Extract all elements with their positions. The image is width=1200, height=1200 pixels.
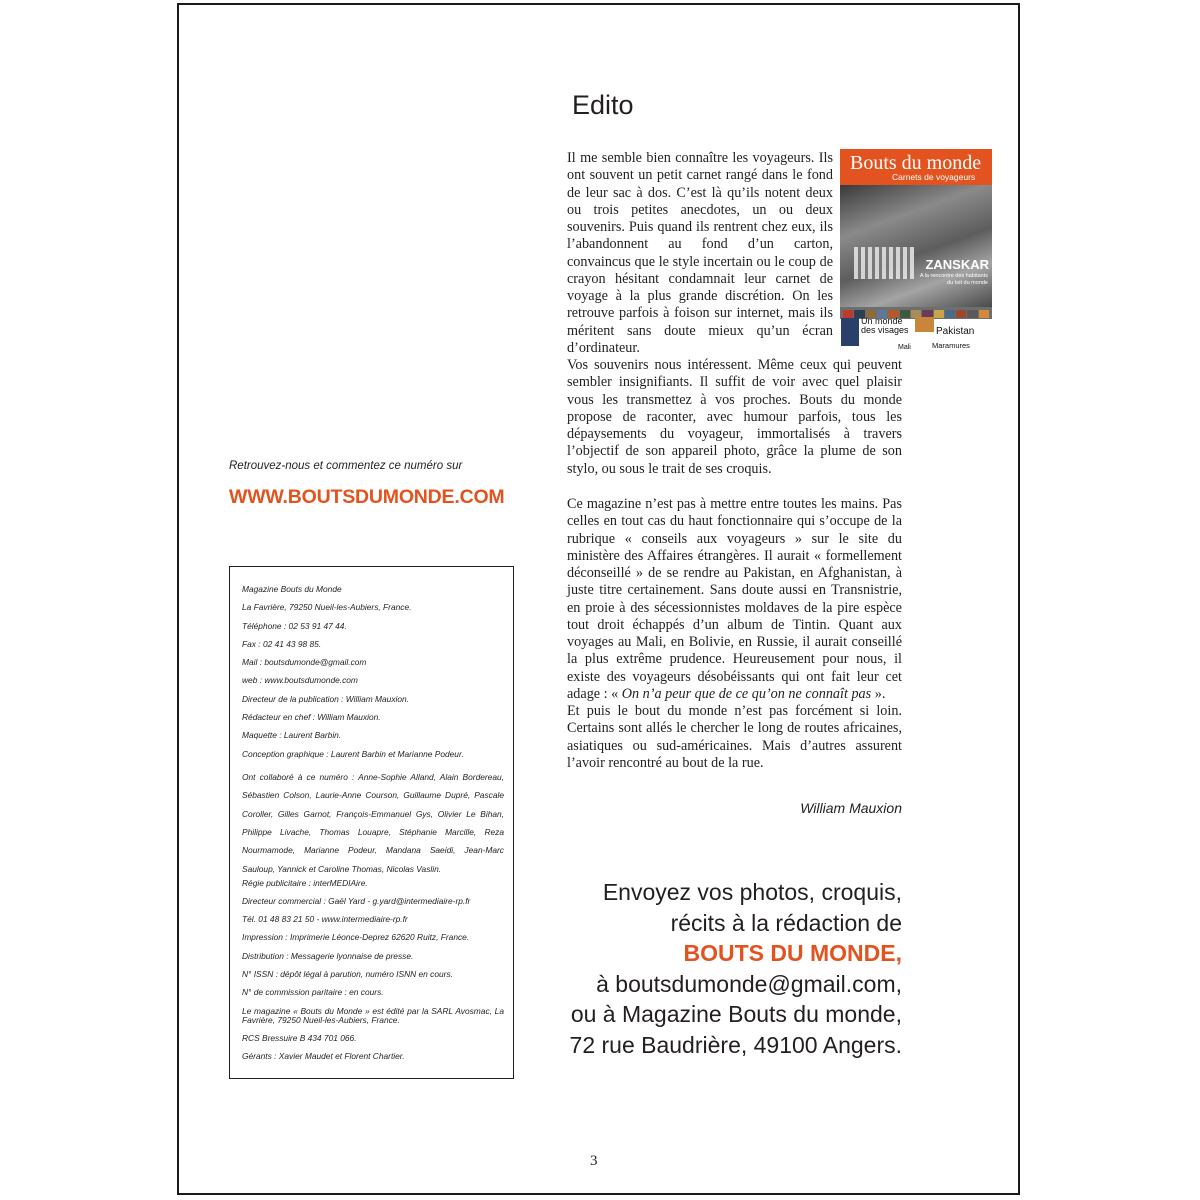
paragraph-2-after-quote: ». xyxy=(874,685,886,702)
credits-line: Directeur de la publication : William Mauxion. xyxy=(242,693,410,704)
cta-address: 72 rue Baudrière, 49100 Angers. xyxy=(569,1031,902,1058)
cover-thumbnail xyxy=(843,310,853,318)
cta-line-1: Envoyez vos photos, croquis, xyxy=(602,879,902,905)
credits-line: Rédacteur en chef : William Mauxion. xyxy=(242,712,381,723)
credits-line: N° de commission paritaire : en cours. xyxy=(242,987,384,998)
website-link[interactable]: WWW.BOUTSDUMONDE.COM xyxy=(229,486,505,508)
credits-line: web : www.boutsdumonde.com xyxy=(242,675,358,686)
edito-paragraph-3-text: Et puis le bout du monde n’est pas forcément si loin. Certains sont allés le chercher le long de routes africaines, asiatiques ou sud-américaines. Mais d’autres assurent l’avoir rencontré au bout de la rue. xyxy=(567,703,902,771)
cover-thumbnail xyxy=(934,310,944,318)
edito-paragraph-1b-text: Vos souvenirs nous intéressent. Même ceux qui peuvent sembler insignifiants. Il suffit de voir avec quel plaisir vous les transmettez à vos proches. Bouts du monde propose de raconter, avec humour parfois, tous les dépaysements du voyageur, immortalisés à travers l’objectif de son appareil photo, grâce la plume de son stylo, ou sous le trait de ses croquis. xyxy=(567,357,902,477)
cover-feature-2: Pakistan xyxy=(936,326,975,337)
cover-feature-1: Un monde des visages xyxy=(861,316,909,335)
edito-signature: William Mauxion xyxy=(800,800,902,816)
paragraph-2-before-quote: Ce magazine n’est pas à mettre entre toutes les mains. Pas celles en tout cas du haut fonctionnaire qui s’occupe de la rubrique « conseils aux voyageurs » sur le site du ministère des Affaires étrangères. Il aurait « formellement déconseillé » de se rendre au Pakistan, en Afghanistan, à juste titre certainement. Sans doute aussi en Transnistrie, en proie à des sécessionnistes moldaves de la pire espèce tout droit échappés d’un album de Tintin. Quant aux voyages au Mali, en Bolivie, en Russie, il aurait conseillé la plus extrême prudence. Heureusement pour nous, il existe des voyageurs désobéissants qui ont fait leur cet adage : « xyxy=(567,496,902,702)
cover-feature-4: Maramures xyxy=(932,341,970,350)
cover-thumbnail xyxy=(956,310,966,318)
edito-paragraph-2-text xyxy=(567,496,902,703)
credits-line: N° ISSN : dépôt légal à parution, numéro ISNN en cours. xyxy=(242,969,453,980)
credits-line: Ont collaboré à ce numéro : Anne-Sophie Alland, Alain Bordereau, Sébastien Colson, Laurie-Anne Courson, Guillaume Dupré, Pascale Coroller, Gilles Garnot, François-Emmanuel Gys, Olivier Le Bihan, Philippe Livache, Thomas Louapre, Stéphanie Marcille, Reza Nourmamode, Marianne Podeur, Mandana Saeidi, Jean-Marc Sauloup, Yannick et Caroline Thomas, Nicolas Vaslin. xyxy=(242,771,504,874)
cover-thumbnail xyxy=(945,310,955,318)
credits-line: Le magazine « Bouts du Monde » est édité par la SARL Avosmac, La Favrière, 79250 Nueil-les-Aubiers, France. xyxy=(242,1005,504,1025)
credits-line: Fax : 02 41 43 98 85. xyxy=(242,638,322,649)
cover-thumbnail xyxy=(967,310,977,318)
credits-line: Distribution : Messagerie lyonnaise de presse. xyxy=(242,950,414,961)
credits-line: Conception graphique : Laurent Barbin et Marianne Podeur. xyxy=(242,748,464,759)
cover-headline-sub: A la rencontre des habitants du toit du monde xyxy=(919,273,988,286)
credits-line: Directeur commercial : Gaël Yard - g.yard@intermediaire-rp.fr xyxy=(242,895,471,906)
cta-line-2: récits à la rédaction de xyxy=(670,909,902,936)
credits-line: Maquette : Laurent Barbin. xyxy=(242,730,342,741)
cover-portrait-image xyxy=(841,318,859,346)
cta-email[interactable]: à boutsdumonde@gmail.com, xyxy=(596,970,902,997)
credits-line: RCS Bressuire B 434 701 066. xyxy=(242,1033,357,1044)
call-to-action xyxy=(462,877,902,1060)
credits-line: Régie publicitaire : interMEDIAire. xyxy=(242,877,368,888)
cover-header xyxy=(840,149,992,185)
edito-paragraph-1 xyxy=(567,150,833,357)
credits-line: Magazine Bouts du Monde xyxy=(242,584,342,594)
cover-feature-3: Mali xyxy=(898,344,911,351)
cover-subtitle: Carnets de voyageurs xyxy=(892,172,976,182)
credits-line: Impression : Imprimerie Léonce-Deprez 62620 Ruitz, France. xyxy=(242,932,470,943)
adage-quote: On n’a peur que de ce qu’on ne connaît pas xyxy=(621,685,872,702)
retrouvez-text: Retrouvez-nous et commentez ce numéro sur xyxy=(229,460,463,472)
magazine-cover xyxy=(840,149,992,351)
cover-village-image xyxy=(854,247,914,279)
edito-paragraph-1-text: Il me semble bien connaître les voyageurs. Ils ont souvent un petit carnet rangé dans le fond de leur sac à dos. C’est là qu’ils notent deux ou trois petites anecdotes, un ou deux souvenirs. Puis quand ils rentrent chez eux, ils l’abandonnent au fond d’un carton, convaincus que le style incertain ou le coup de crayon hésitant condamnait leur carnet de voyage à la plus grande discrétion. On les retrouve parfois à foison sur internet, mais ils méritent sans doute mieux qu’un écran d’ordinateur. xyxy=(567,150,833,356)
cta-line-4: ou à Magazine Bouts du monde, xyxy=(570,1001,902,1027)
edito-paragraph-2 xyxy=(567,496,902,772)
credits-line: La Favrière, 79250 Nueil-les-Aubiers, France. xyxy=(242,602,412,613)
cover-title: Bouts du monde xyxy=(850,152,982,174)
cta-brand: BOUTS DU MONDE, xyxy=(683,940,902,966)
cover-pakistan-image xyxy=(915,317,934,332)
page-number: 3 xyxy=(590,1153,598,1169)
cover-headline: ZANSKAR xyxy=(925,257,989,272)
cover-thumbnail xyxy=(979,310,989,318)
edito-paragraph-1-continued xyxy=(567,357,902,478)
credits-line: Tél. 01 48 83 21 50 - www.intermediaire-rp.fr xyxy=(242,914,408,925)
credits-line: Mail : boutsdumonde@gmail.com xyxy=(242,657,367,668)
credits-line: Téléphone : 02 53 91 47 44. xyxy=(242,620,347,631)
cover-photo xyxy=(840,185,992,307)
edito-title: Edito xyxy=(572,90,634,120)
credits-line: Gérants : Xavier Maudet et Florent Chartier. xyxy=(242,1051,405,1062)
